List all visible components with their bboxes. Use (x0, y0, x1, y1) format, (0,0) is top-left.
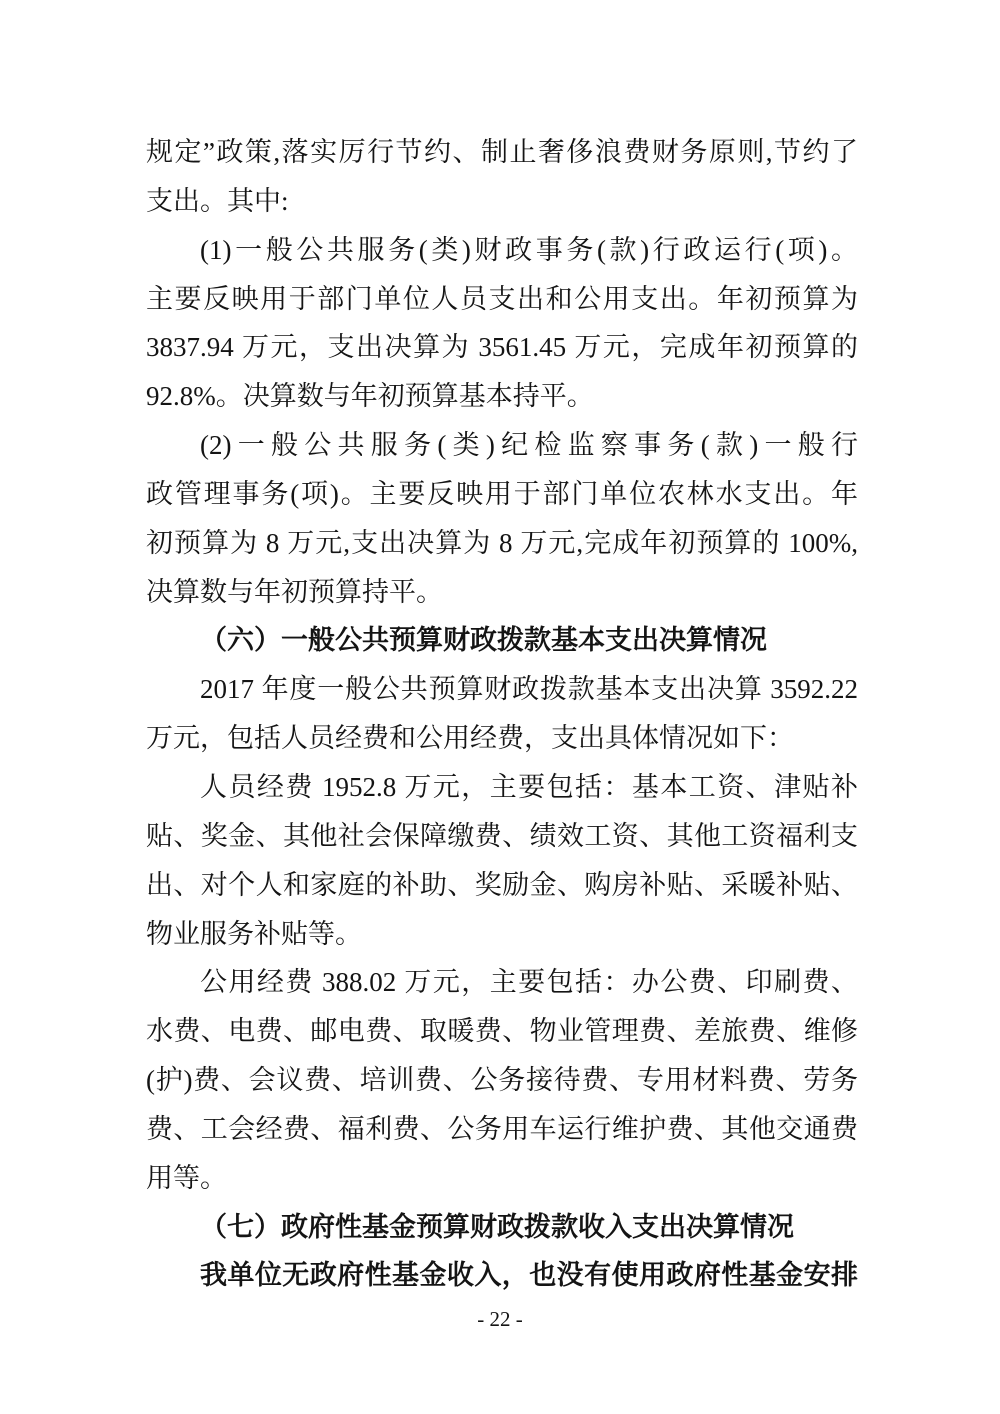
text-line: 物业服务补贴等。 (146, 918, 362, 949)
page-number: - 22 - (477, 1307, 523, 1331)
text-line: (1)一般公共服务(类)财政事务(款)行政运行(项)。 (200, 234, 858, 265)
text-line: 主要反映用于部门单位人员支出和公用支出。年初预算为 (146, 283, 858, 314)
text-line: 2017 年度一般公共预算财政拨款基本支出决算 3592.22 (200, 674, 858, 705)
text-line: 初预算为 8 万元,支出决算为 8 万元,完成年初预算的 100%, (146, 527, 858, 558)
text-line: （六）一般公共预算财政拨款基本支出决算情况 (200, 625, 767, 656)
text-line: (2)一般公共服务(类)纪检监察事务(款)一般行 (200, 430, 858, 461)
text-line: 3837.94 万元，支出决算为 3561.45 万元，完成年初预算的 (146, 332, 858, 363)
text-line: 92.8%。决算数与年初预算基本持平。 (146, 381, 594, 412)
text-line: 出、对个人和家庭的补助、奖励金、购房补贴、采暖补贴、 (146, 869, 858, 900)
text-line: （七）政府性基金预算财政拨款收入支出决算情况 (200, 1211, 794, 1242)
text-line: 公用经费 388.02 万元，主要包括：办公费、印刷费、 (200, 967, 858, 998)
text-line: 政管理事务(项)。主要反映用于部门单位农林水支出。年 (146, 478, 858, 509)
text-line: 贴、奖金、其他社会保障缴费、绩效工资、其他工资福利支 (146, 820, 858, 851)
text-line: 决算数与年初预算持平。 (146, 576, 443, 607)
text-line: 水费、电费、邮电费、取暖费、物业管理费、差旅费、维修 (146, 1016, 858, 1047)
text-line: 万元，包括人员经费和公用经费，支出具体情况如下： (146, 723, 794, 754)
text-line: 我单位无政府性基金收入，也没有使用政府性基金安排 (200, 1260, 858, 1291)
text-line: 人员经费 1952.8 万元，主要包括：基本工资、津贴补 (200, 771, 858, 802)
text-line: 用等。 (146, 1162, 227, 1193)
text-line: 费、工会经费、福利费、公务用车运行维护费、其他交通费 (146, 1113, 858, 1144)
text-line: 支出。其中: (146, 185, 289, 216)
text-line: (护)费、会议费、培训费、公务接待费、专用材料费、劳务 (146, 1065, 858, 1096)
text-line: 规定”政策,落实厉行节约、制止奢侈浪费财务原则,节约了 (146, 137, 858, 167)
document-body (146, 128, 858, 1300)
